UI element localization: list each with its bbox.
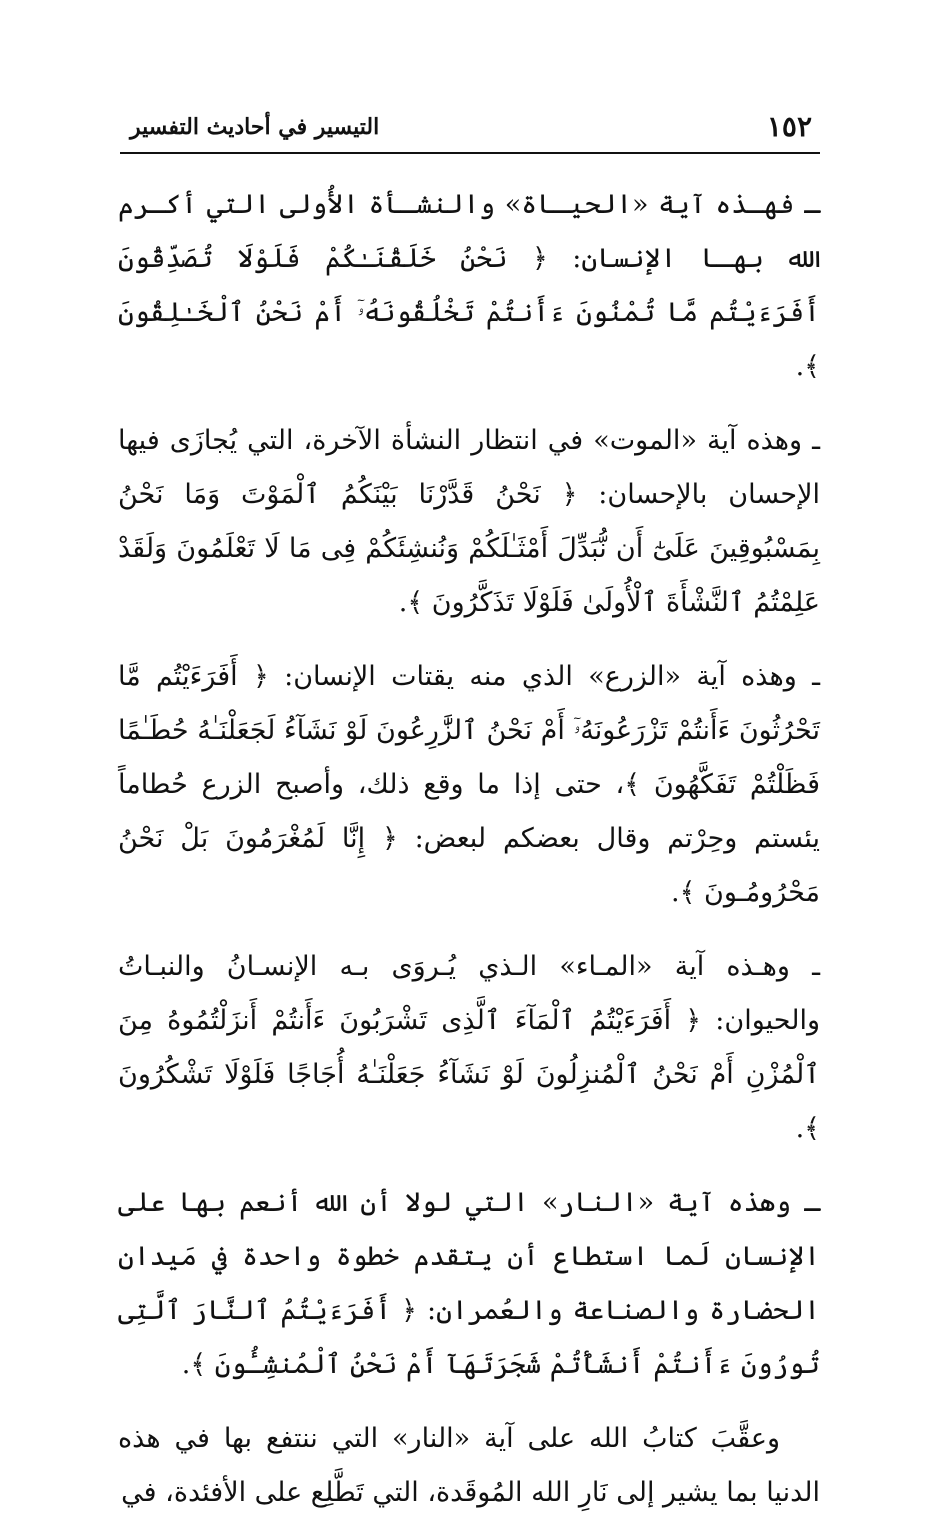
running-header [120,108,820,154]
paragraph-crops: ـ وهذه آية «الزرع» الذي منه يقتات الإنسان: ﴿ أَفَرَءَيْتُم مَّا تَحْرُثُونَ ءَأَنتُمْ تَزْرَعُونَهُۥٓ أَمْ نَحْنُ ٱلزَّٰرِعُونَ لَوْ نَشَآءُ لَجَعَلْنَـٰهُ حُطَـٰمًا فَظَلْتُمْ تَفَكَّهُونَ ﴾، حتى إذا ما وقع ذلك، وأصبح الزرع حُطاماً يئستم وحِرْتم وقال بعضكم لبعض: ﴿ إِنَّا لَمُغْرَمُونَ بَلْ نَحْنُ مَحْرُومُـونَ ﴾. [118,661,820,908]
paragraph-life: ـ فهـذه آية «الحيـاة» والنشـأة الأُولى التي أكـرم الله بهـا الإنسان: ﴿ نَحْنُ خَلَقْنَـٰكُمْ فَلَوْلَا تُصَدِّقُونَ أَفَرَءَيْتُم مَّا تُمْنُونَ ءَأَنتُمْ تَخْلُقُونَهُۥٓ أَمْ نَحْنُ ٱلْخَـٰلِقُونَ ﴾. [118,189,820,382]
body-text [118,178,820,1540]
paragraph-fire: ـ وهذه آية «النار» التي لولا أن الله أنعم بها على الإنسان لَما استطاع أن يتقدم خطوة واحدة في مَيدان الحضارة والصناعة والعُمران: ﴿ أَفَرَءَيْتُمُ ٱلنَّارَ ٱلَّتِى تُورُونَ ءَأَنتُمْ أَنشَأْتُمْ شَجَرَتَهَآ أَمْ نَحْنُ ٱلْمُنشِـُٔونَ ﴾. [118,1187,820,1380]
book-title: التيسير في أحاديث التفسير [130,114,380,140]
paragraph-water: ـ وهـذه آية «المـاء» الـذي يُـروَى بـه الإنسـانُ والنبـاتُ والحيوان: ﴿ أَفَرَءَيْتُمُ ٱلْمَآءَ ٱلَّذِى تَشْرَبُونَ ءَأَنتُمْ أَنزَلْتُمُوهُ مِنَ ٱلْمُزْنِ أَمْ نَحْنُ ٱلْمُنزِلُونَ لَوْ نَشَآءُ جَعَلْنَـٰهُ أُجَاجًا فَلَوْلَا تَشْكُرُونَ ﴾. [118,951,820,1144]
page-number: ١٥٢ [766,110,812,143]
paragraph-death: ـ وهذه آية «الموت» في انتظار النشأة الآخرة، التي يُجازَى فيها الإحسان بالإحسان: ﴿ نَحْنُ قَدَّرْنَا بَيْنَكُمُ ٱلْمَوْتَ وَمَا نَحْنُ بِمَسْبُوقِينَ عَلَىٰٓ أَن نُّبَدِّلَ أَمْثَـٰلَكُمْ وَنُنشِئَكُمْ فِى مَا لَا تَعْلَمُونَ وَلَقَدْ عَلِمْتُمُ ٱلنَّشْأَةَ ٱلْأُولَىٰ فَلَوْلَا تَذَكَّرُونَ ﴾. [118,425,820,618]
paragraph-closing: وعقَّبَ كتابُ الله على آية «النار» التي ننتفع بها في هذه الدنيا بما يشير إلى نَارِ الله المُوقَدة، التي تَطَّلِع على الأفئدة، في [118,1423,820,1508]
